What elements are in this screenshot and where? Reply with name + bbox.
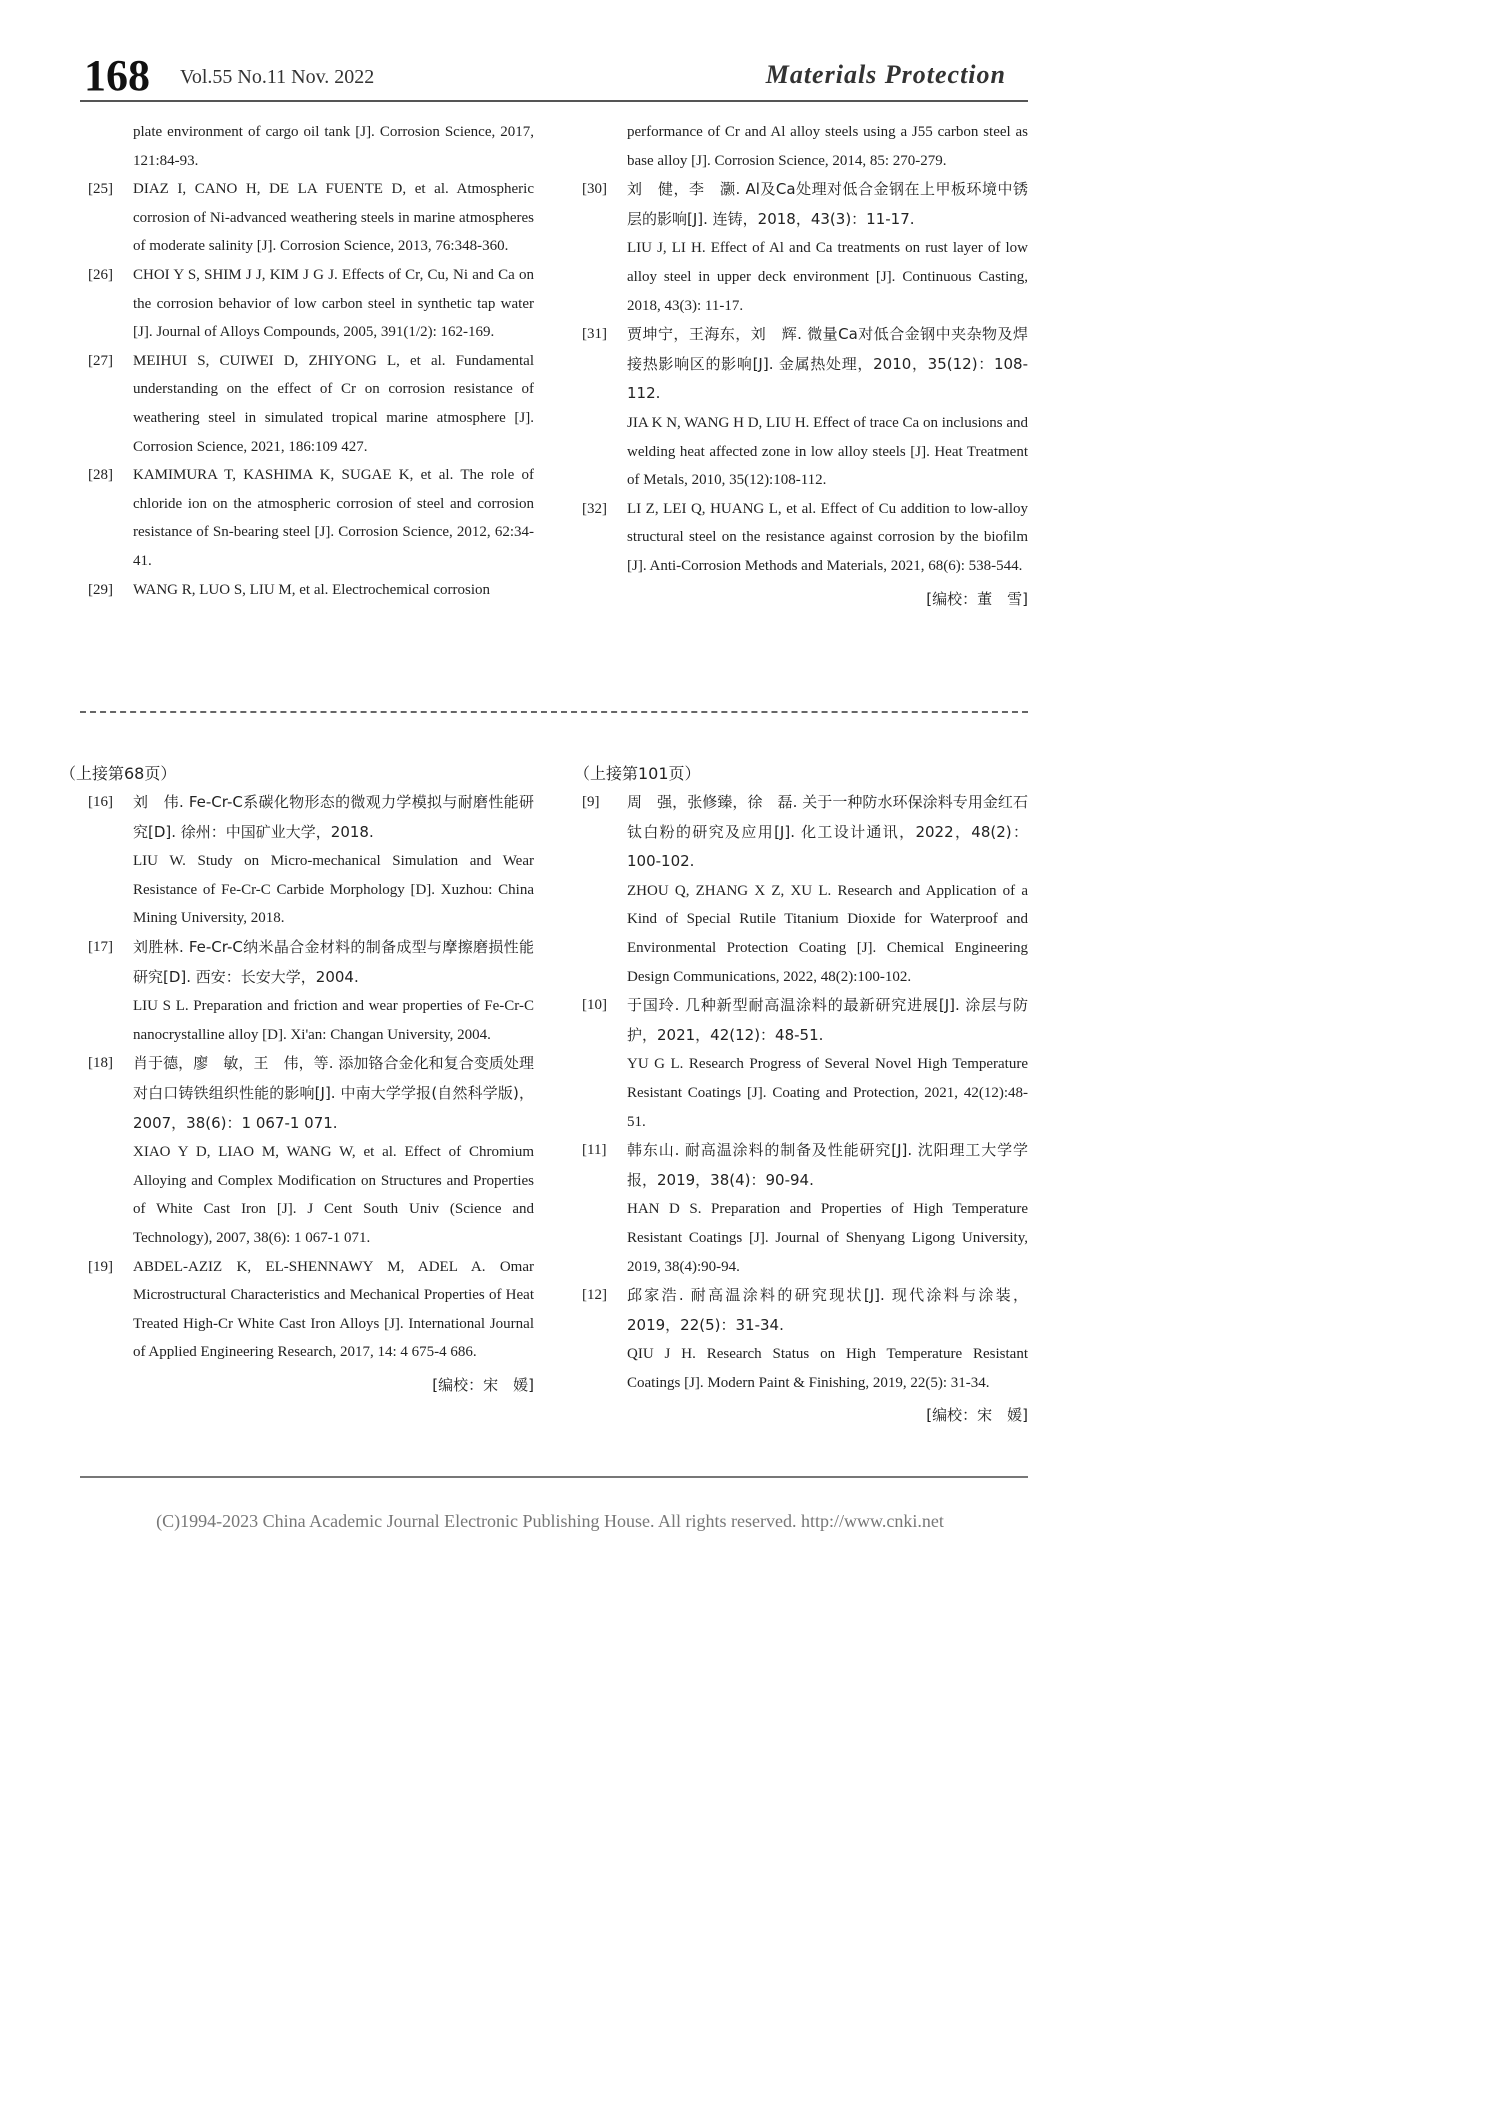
reference-number: [28] xyxy=(88,467,113,484)
reference-text: 邱家浩. 耐高温涂料的研究现状[J]. 现代涂料与涂装，2019，22(5)：31-34. xyxy=(627,1286,1028,1334)
journal-title: Materials Protection xyxy=(765,60,1006,89)
reference-text: performance of Cr and Al alloy steels using a J55 carbon steel as base alloy [J]. Corrosion Science, 2014, 85: 270-279. xyxy=(627,124,1028,169)
issue-info: Vol.55 No.11 Nov. 2022 xyxy=(180,66,375,88)
page-number: 168 xyxy=(84,51,150,100)
reference-number: [26] xyxy=(88,266,113,283)
top-right-column xyxy=(574,118,1028,613)
reference-item xyxy=(574,1281,1028,1397)
reference-item xyxy=(574,788,1028,991)
reference-text: 刘 伟. Fe-Cr-C系碳化物形态的微观力学模拟与耐磨性能研究[D]. 徐州：中国矿业大学，2018. xyxy=(133,793,534,841)
reference-item xyxy=(574,118,1028,175)
reference-item xyxy=(80,788,534,933)
reference-text: 刘 健，李 灏. Al及Ca处理对低合金钢在上甲板环境中锈层的影响[J]. 连铸，2018，43(3)：11-17. xyxy=(627,180,1028,228)
reference-number: [17] xyxy=(88,938,113,955)
reference-number: [16] xyxy=(88,794,113,810)
reference-number: [9] xyxy=(582,794,600,810)
reference-translation: ZHOU Q, ZHANG X Z, XU L. Research and Application of a Kind of Special Rutile Titanium Dioxide for Waterproof and Environmental Protection Coating [J]. Chemical Engineering Design Communications, 2022, 48(2):100-102. xyxy=(627,882,1028,985)
reference-translation: LIU S L. Preparation and friction and wear properties of Fe-Cr-C nanocrystalline alloy [D]. Xi'an: Changan University, 2004. xyxy=(133,998,534,1043)
reference-translation: XIAO Y D, LIAO M, WANG W, et al. Effect of Chromium Alloying and Complex Modification on Structures and Properties of White Cast Iron [J]. J Cent South Univ (Science and Technology), 2007, 38(6): 1 067-1 071. xyxy=(133,1144,534,1246)
reference-number: [18] xyxy=(88,1055,113,1072)
reference-text: KAMIMURA T, KASHIMA K, SUGAE K, et al. The role of chloride ion on the atmospheric corrosion of steel and corrosion resistance of Sn-bearing steel [J]. Corrosion Science, 2012, 62:34-41. xyxy=(133,467,534,569)
bottom-left-refs xyxy=(60,788,534,1399)
reference-text: 肖于德，廖 敏，王 伟，等. 添加铬合金化和复合变质处理对白口铸铁组织性能的影响[J]. 中南大学学报(自然科学版)，2007，38(6)：1 067-1 071. xyxy=(133,1054,534,1132)
reference-text: 贾坤宁，王海东，刘 辉. 微量Ca对低合金钢中夹杂物及焊接热影响区的影响[J]. 金属热处理，2010，35(12)：108-112. xyxy=(627,325,1028,403)
reference-number: [29] xyxy=(88,581,113,598)
reference-translation: LIU W. Study on Micro-mechanical Simulation and Wear Resistance of Fe-Cr-C Carbide Morphology [D]. Xuzhou: China Mining University, 2018. xyxy=(133,853,534,927)
reference-number: [10] xyxy=(582,997,607,1014)
editor-credit: [编校：宋 媛] xyxy=(926,1406,1028,1425)
reference-item xyxy=(80,347,534,461)
reference-item xyxy=(80,1049,534,1252)
reference-text: 韩东山. 耐高温涂料的制备及性能研究[J]. 沈阳理工大学学报，2019，38(4)：90-94. xyxy=(627,1141,1028,1189)
reference-number: [27] xyxy=(88,352,113,369)
reference-text: MEIHUI S, CUIWEI D, ZHIYONG L, et al. Fundamental understanding on the effect of Cr on corrosion resistance of weathering steel in simulated tropical marine atmosphere [J]. Corrosion Science, 2021, 186:109 427. xyxy=(133,352,534,455)
reference-text: DIAZ I, CANO H, DE LA FUENTE D, et al. Atmospheric corrosion of Ni-advanced weathering steels in marine atmospheres of moderate salinity [J]. Corrosion Science, 2013, 76:348-360. xyxy=(133,181,534,255)
reference-item xyxy=(574,175,1028,320)
reference-number: [31] xyxy=(582,326,607,343)
reference-number: [19] xyxy=(88,1258,113,1275)
continuation-heading: （上接第101页） xyxy=(574,764,701,783)
page-header xyxy=(80,52,1028,100)
reference-text: CHOI Y S, SHIM J J, KIM J G J. Effects of Cr, Cu, Ni and Ca on the corrosion behavior of low carbon steel in synthetic tap water [J]. Journal of Alloys Compounds, 2005, 391(1/2): 162-169. xyxy=(133,266,534,341)
reference-text: WANG R, LUO S, LIU M, et al. Electrochemical corrosion xyxy=(133,581,490,598)
reference-item xyxy=(574,1136,1028,1281)
reference-text: ABDEL-AZIZ K, EL-SHENNAWY M, ADEL A. Omar Microstructural Characteristics and Mechanical Properties of Heat Treated High-Cr White Cast Iron Alloys [J]. International Journal of Applied Engineering Research, 2017, 14: 4 675-4 686. xyxy=(133,1258,534,1361)
reference-text: LI Z, LEI Q, HUANG L, et al. Effect of Cu addition to low-alloy structural steel on the resistance against corrosion by the biofilm [J]. Anti-Corrosion Methods and Materials, 2021, 68(6): 538-544. xyxy=(627,500,1028,574)
reference-text: 周 强，张修臻，徐 磊. 关于一种防水环保涂料专用金红石钛白粉的研究及应用[J]. 化工设计通讯，2022，48(2)：100-102. xyxy=(627,793,1028,871)
reference-text: 刘胜林. Fe-Cr-C纳米晶合金材料的制备成型与摩擦磨损性能研究[D]. 西安：长安大学，2004. xyxy=(133,937,534,986)
reference-item xyxy=(80,461,534,575)
reference-number: [30] xyxy=(582,181,607,198)
bottom-right-column xyxy=(574,760,1028,1430)
header-rule xyxy=(80,100,1028,102)
reference-item xyxy=(80,261,534,347)
reference-item xyxy=(574,495,1028,581)
reference-translation: LIU J, LI H. Effect of Al and Ca treatments on rust layer of low alloy steel in upper deck environment [J]. Continuous Casting, 2018, 43(3): 11-17. xyxy=(627,240,1028,314)
reference-item xyxy=(80,933,534,1049)
section-divider xyxy=(80,711,1028,713)
reference-item xyxy=(80,1253,534,1367)
reference-translation: QIU J H. Research Status on High Temperature Resistant Coatings [J]. Modern Paint & Finishing, 2019, 22(5): 31-34. xyxy=(627,1346,1028,1391)
reference-number: [32] xyxy=(582,500,607,517)
reference-item xyxy=(574,991,1028,1136)
reference-translation: HAN D S. Preparation and Properties of High Temperature Resistant Coatings [J]. Journal of Shenyang Ligong University, 2019, 38(4):90-94. xyxy=(627,1201,1028,1275)
reference-translation: YU G L. Research Progress of Several Novel High Temperature Resistant Coatings [J]. Coating and Protection, 2021, 42(12):48-51. xyxy=(627,1056,1028,1130)
top-left-column xyxy=(80,118,534,604)
reference-item xyxy=(80,175,534,261)
copyright-footer: (C)1994-2023 China Academic Journal Electronic Publishing House. All rights reserved. http://www.cnki.net xyxy=(156,1511,944,1531)
reference-text: plate environment of cargo oil tank [J]. Corrosion Science, 2017, 121:84-93. xyxy=(133,124,534,169)
reference-number: [25] xyxy=(88,181,113,198)
continuation-heading: （上接第68页） xyxy=(60,764,177,783)
reference-text: 于国玲. 几种新型耐高温涂料的最新研究进展[J]. 涂层与防护，2021，42(12)：48-51. xyxy=(627,996,1028,1044)
reference-item xyxy=(80,576,534,605)
editor-credit: [编校：董 雪] xyxy=(926,589,1028,608)
reference-number: [12] xyxy=(582,1287,607,1304)
reference-translation: JIA K N, WANG H D, LIU H. Effect of trace Ca on inclusions and welding heat affected zone in low alloy steels [J]. Heat Treatment of Metals, 2010, 35(12):108-112. xyxy=(627,414,1028,489)
reference-number: [11] xyxy=(582,1142,607,1159)
editor-credit: [编校：宋 媛] xyxy=(432,1375,534,1394)
bottom-rule xyxy=(80,1476,1028,1478)
reference-item xyxy=(574,320,1028,495)
bottom-left-column xyxy=(60,760,534,1399)
reference-item xyxy=(80,118,534,175)
